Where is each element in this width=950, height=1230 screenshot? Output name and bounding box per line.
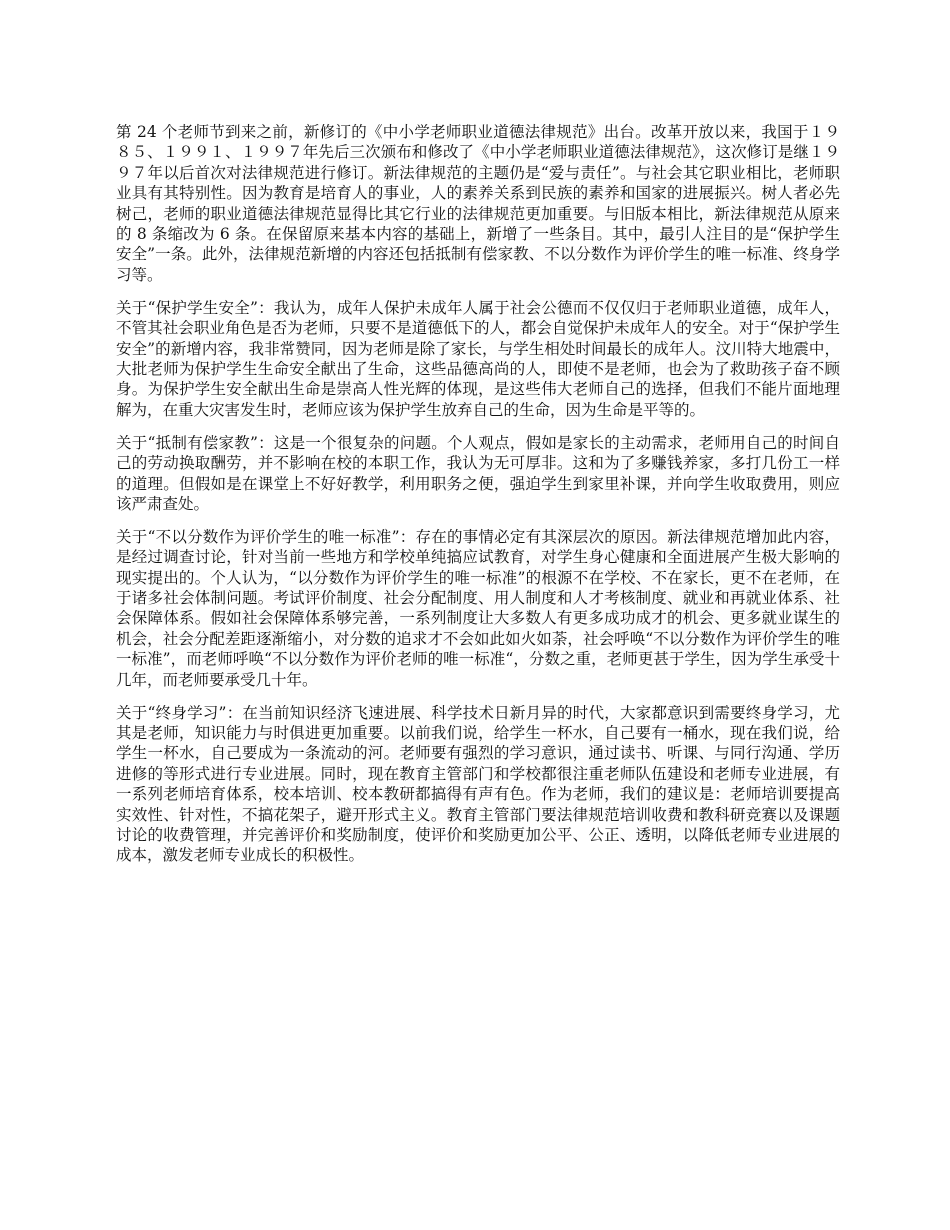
paragraph-scores-standard: 关于“不以分数作为评价学生的唯一标准”：存在的事情必定有其深层次的原因。新法律规范增加此内容，是经过调查讨论，针对当前一些地方和学校单纯搞应试教育，对学生身心健康和全面进展产生极大影响的现实提出的。个人认为，“以分数作为评价学生的唯一标准”的根源不在学校、不在家长，更不在老师，在于诸多社会体制问题。考试评价制度、社会分配制度、用人制度和人才考核制度、就业和再就业体系、社会保障体系。假如社会保障体系够完善，一系列制度让大多数人有更多成功成才的机会、更多就业谋生的机会，社会分配差距逐渐缩小，对分数的追求才不会如此如火如荼，社会呼唤“不以分数作为评价学生的唯一标准”，而老师呼唤“不以分数作为评价老师的唯一标准“，分数之重，老师更甚于学生，因为学生承受十几年，而老师要承受几十年。 (116, 527, 840, 689)
document-body (116, 122, 840, 878)
paragraph-intro: 第 24 个老师节到来之前，新修订的《中小学老师职业道德法律规范》出台。改革开放以来，我国于１９８５、１９９１、１９９７年先后三次颁布和修改了《中小学老师职业道德法律规范》，这次修订是继１９９７年以后首次对法律规范进行修订。新法律规范的主题仍是“爱与责任”。与社会其它职业相比，老师职业具有其特别性。因为教育是培育人的事业，人的素养关系到民族的素养和国家的进展振兴。树人者必先树己，老师的职业道德法律规范显得比其它行业的法律规范更加重要。与旧版本相比，新法律规范从原来的 8 条缩改为 6 条。在保留原来基本内容的基础上，新增了一些条目。其中，最引人注目的是“保护学生安全”一条。此外，法律规范新增的内容还包括抵制有偿家教、不以分数作为评价学生的唯一标准、终身学习等。 (116, 123, 840, 284)
paragraph-paid-tutoring: 关于“抵制有偿家教”：这是一个很复杂的问题。个人观点，假如是家长的主动需求，老师用自己的时间自己的劳动换取酬劳，并不影响在校的本职工作，我认为无可厚非。这和为了多赚钱养家，多打几份工一样的道理。但假如是在课堂上不好好教学，利用职务之便，强迫学生到家里补课，并向学生收取费用，则应该严肃查处。 (116, 433, 840, 513)
paragraph-lifelong-learning: 关于“终身学习”：在当前知识经济飞速进展、科学技术日新月异的时代，大家都意识到需要终身学习，尤其是老师，知识能力与时俱进更加重要。以前我们说，给学生一杯水，自己要有一桶水，现在我们说，给学生一杯水，自己要成为一条流动的河。老师要有强烈的学习意识，通过读书、听课、与同行沟通、学历进修的等形式进行专业进展。同时，现在教育主管部门和学校都很注重老师队伍建设和老师专业进展，有一系列老师培育体系，校本培训、校本教研都搞得有声有色。作为老师，我们的建议是：老师培训要提高实效性、针对性，不搞花架子，避开形式主义。教育主管部门要法律规范培训收费和教科研竞赛以及课题讨论的收费管理，并完善评价和奖励制度，使评价和奖励更加公平、公正、透明，以降低老师专业进展的成本，激发老师专业成长的积极性。 (116, 703, 840, 865)
paragraph-student-safety: 关于“保护学生安全”：我认为，成年人保护未成年人属于社会公德而不仅仅归于老师职业道德，成年人，不管其社会职业角色是否为老师，只要不是道德低下的人，都会自觉保护未成年人的安全。对于“保护学生安全”的新增内容，我非常赞同，因为老师是除了家长，与学生相处时间最长的成年人。汶川特大地震中，大批老师为保护学生生命安全献出了生命，这些品德高尚的人，即使不是老师，也会为了救助孩子奋不顾身。为保护学生安全献出生命是崇高人性光辉的体现，是这些伟大老师自己的选择，但我们不能片面地理解为，在重大灾害发生时，老师应该为保护学生放弃自己的生命，因为生命是平等的。 (116, 298, 840, 419)
